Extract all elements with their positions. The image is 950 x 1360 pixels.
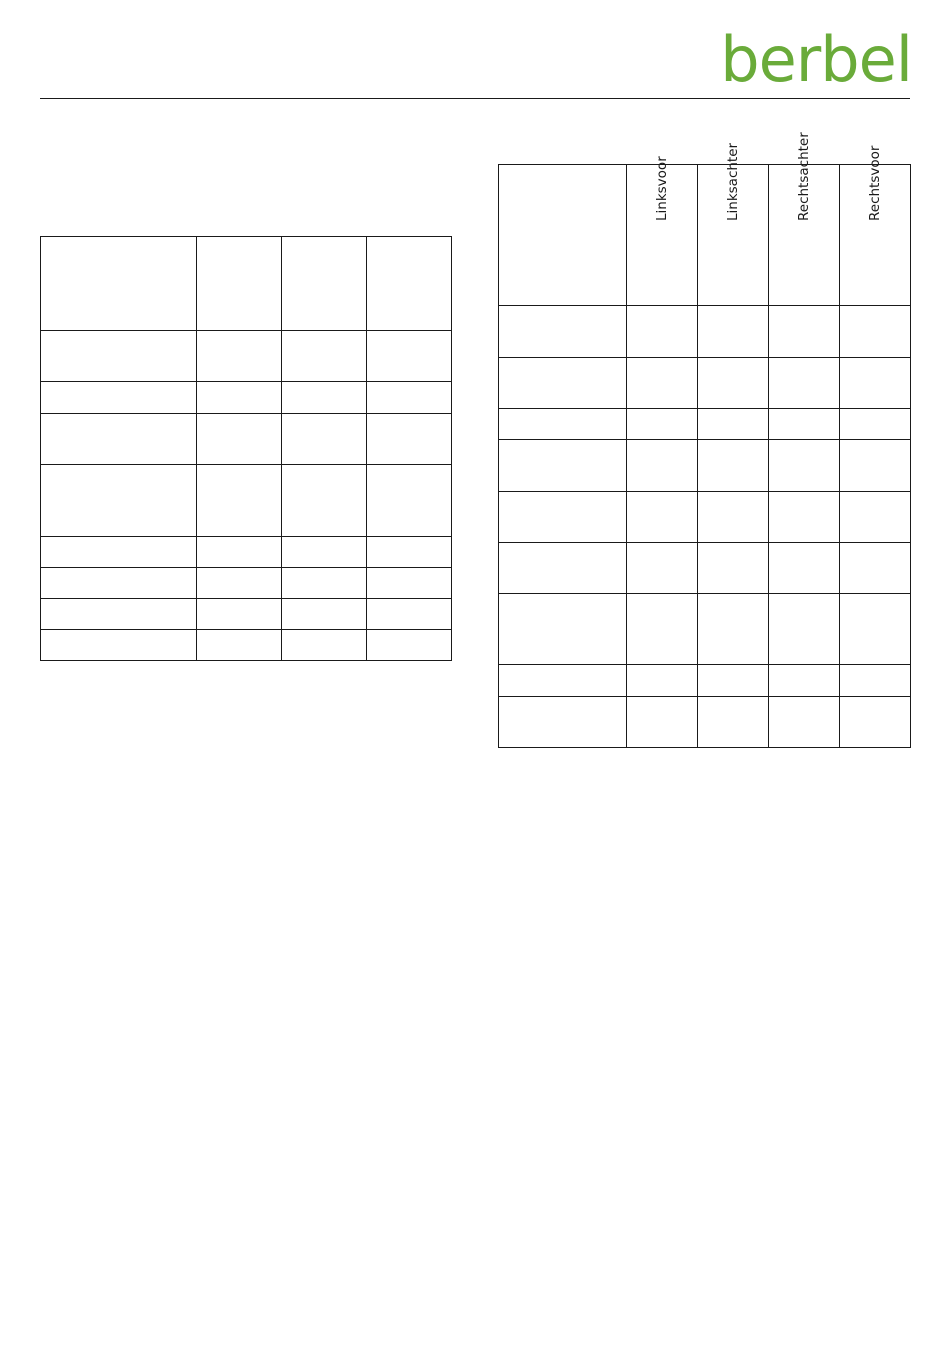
table-cell: [769, 697, 840, 748]
table-cell: [698, 665, 769, 697]
table-cell: [41, 382, 197, 414]
table-cell: [282, 568, 367, 599]
table-cell: [367, 465, 452, 537]
table-cell: [627, 697, 698, 748]
table-cell: [367, 414, 452, 465]
table-cell: [698, 594, 769, 665]
table-cell: [840, 440, 911, 492]
table-cell: [627, 543, 698, 594]
table-row: [499, 594, 911, 665]
table-cell: [41, 630, 197, 661]
table-cell: [840, 306, 911, 358]
table-cell: [41, 414, 197, 465]
table-cell: [499, 665, 627, 697]
table-cell: [769, 306, 840, 358]
table-cell: [197, 331, 282, 382]
table-cell: [627, 594, 698, 665]
table-cell: [282, 331, 367, 382]
table-cell: [499, 543, 627, 594]
table-cell: [41, 537, 197, 568]
table-cell: [282, 414, 367, 465]
table-row: [499, 409, 911, 440]
table-row: [41, 414, 452, 465]
table-cell: [367, 630, 452, 661]
column-header-rechtsvoor: Rechtsvoor: [840, 165, 911, 306]
table-row: [41, 465, 452, 537]
table-cell: [367, 599, 452, 630]
table-cell: [499, 440, 627, 492]
table-row: [41, 237, 452, 331]
table-cell: [197, 537, 282, 568]
table-cell: [769, 492, 840, 543]
table-row: [499, 492, 911, 543]
table-cell: [627, 492, 698, 543]
table-row: [499, 358, 911, 409]
table-cell: [698, 697, 769, 748]
table-cell: [41, 568, 197, 599]
table-row: [41, 568, 452, 599]
table-cell: [367, 568, 452, 599]
table-cell: [197, 237, 282, 331]
header-rule: [40, 98, 910, 99]
table-cell: [197, 568, 282, 599]
table-cell: [769, 358, 840, 409]
table-cell: [698, 358, 769, 409]
table-cell: [840, 543, 911, 594]
table-row: [499, 543, 911, 594]
table-cell: [282, 237, 367, 331]
table-cell: [769, 594, 840, 665]
table-cell: [698, 543, 769, 594]
table-cell: [197, 382, 282, 414]
table-cell: [282, 537, 367, 568]
table-cell: [197, 414, 282, 465]
table-cell: [769, 440, 840, 492]
table-cell: [367, 237, 452, 331]
table-cell: [41, 599, 197, 630]
table-cell: [282, 630, 367, 661]
column-header-rechtsachter: Rechtsachter: [769, 165, 840, 306]
table-cell: [499, 697, 627, 748]
table-row: [499, 440, 911, 492]
table-cell: [698, 409, 769, 440]
table-cell: [499, 409, 627, 440]
table-cell: [627, 409, 698, 440]
right-table: [498, 132, 911, 748]
table-cell: [698, 440, 769, 492]
table-row: [499, 697, 911, 748]
table-row: [499, 665, 911, 697]
table-cell: [627, 440, 698, 492]
table-cell: [627, 665, 698, 697]
table-cell: [769, 665, 840, 697]
column-header-linksvoor: Linksvoor: [627, 165, 698, 306]
table-cell: [769, 409, 840, 440]
table-cell: [499, 594, 627, 665]
table-cell: [41, 465, 197, 537]
table-cell: [499, 358, 627, 409]
table-cell: [197, 630, 282, 661]
table-cell: [627, 306, 698, 358]
table-cell: [698, 492, 769, 543]
table-cell: [197, 465, 282, 537]
table-cell: [282, 465, 367, 537]
table-cell: [840, 697, 911, 748]
table-cell: [840, 594, 911, 665]
table-row: [499, 306, 911, 358]
table-cell: [367, 537, 452, 568]
table-cell: [698, 306, 769, 358]
table-cell: [282, 599, 367, 630]
table-cell: [499, 165, 627, 306]
table-cell: [197, 599, 282, 630]
table-row: [41, 331, 452, 382]
table-row: [41, 382, 452, 414]
left-table: [40, 236, 452, 661]
table-cell: [840, 665, 911, 697]
table-cell: [499, 492, 627, 543]
table-row: [41, 599, 452, 630]
table-cell: [769, 543, 840, 594]
column-header-linksachter: Linksachter: [698, 165, 769, 306]
table-cell: [499, 306, 627, 358]
table-cell: [840, 492, 911, 543]
brand-logo: berbel: [720, 23, 912, 96]
table-cell: [41, 331, 197, 382]
table-cell: [367, 331, 452, 382]
table-row: [41, 537, 452, 568]
table-cell: [367, 382, 452, 414]
table-cell: [627, 358, 698, 409]
table-cell: [41, 237, 197, 331]
table-cell: [840, 358, 911, 409]
table-cell: [282, 382, 367, 414]
table-header-row: [499, 165, 911, 306]
table-row: [41, 630, 452, 661]
table-cell: [840, 409, 911, 440]
